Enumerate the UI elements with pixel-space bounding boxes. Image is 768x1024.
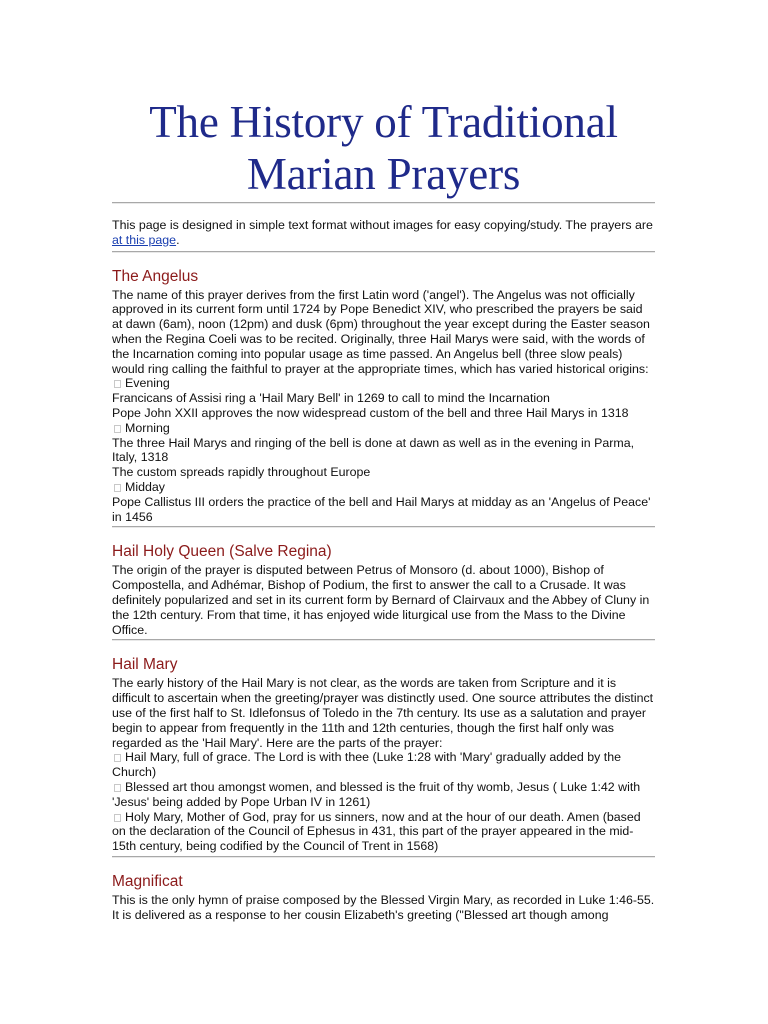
bullet-icon: [114, 425, 121, 433]
page-title: [112, 96, 655, 200]
section-salve-regina: [112, 543, 655, 637]
intro-paragraph: [112, 218, 655, 248]
section-divider: [112, 856, 655, 858]
prayers-page-link[interactable]: at this page: [112, 232, 177, 247]
angelus-evening-line-2: Pope John XXII approves the now widespread custom of the bell and three Hail Marys in 1318: [112, 405, 629, 420]
section-divider: [112, 639, 655, 641]
bullet-icon: [114, 380, 121, 388]
section-divider: [112, 526, 655, 528]
hail-mary-paragraph: The early history of the Hail Mary is not clear, as the words are taken from Scripture and it is difficult to ascertain when the greeting/prayer was distinctly used. One source attributes the distinct use of the first half to St. Idlefonsus of Toledo in the 7th century. Its use as a salutation and prayer begin to appear from frequently in the 11th and 12th centuries, though the first half only was regarded as the 'Hail Mary'. Here are the parts of the prayer:: [112, 676, 654, 750]
bullet-icon: [114, 814, 121, 822]
salve-paragraph: The origin of the prayer is disputed between Petrus of Monsoro (d. about 1000), Bishop of Compostella, and Adhémar, Bishop of Podium, the first to answer the call to a Crusade. It was definitely popularized and set in its current form by Bernard of Clairvaux and the Abbey of Cluny in the 12th century. From that time, it has enjoyed wide liturgical use from the Mass to the Divine Office.: [112, 563, 650, 637]
hail-mary-body: [112, 676, 655, 854]
bullet-icon: [114, 784, 121, 792]
angelus-paragraph: The name of this prayer derives from the first Latin word ('angel'). The Angelus was not officially approved in its current form until 1724 by Pope Benedict XIV, who prescribed the prayers be said at dawn (6am), noon (12pm) and dusk (6pm) throughout the year except during the Easter season when the Regina Coeli was to be recited. Originally, three Hail Marys were said, with the words of the Incarnation coming into popular usage as time passed. An Angelus bell (three slow peals) would ring calling the faithful to prayer at the appropriate times, which has varied historical origins:: [112, 287, 650, 376]
angelus-body: [112, 288, 655, 525]
hail-mary-part-1: Hail Mary, full of grace. The Lord is with thee (Luke 1:28 with 'Mary' gradually added by the Church): [112, 750, 622, 780]
intro-text-end: .: [176, 232, 180, 247]
section-angelus: [112, 268, 655, 525]
bullet-icon: [114, 754, 121, 762]
angelus-midday-label: Midday: [125, 479, 165, 494]
list-item: [112, 810, 655, 854]
title-line-2: Marian Prayers: [246, 149, 521, 199]
title-line-1: The History of Traditional: [149, 97, 618, 147]
bullet-icon: [114, 484, 121, 492]
angelus-evening-label: Evening: [125, 376, 170, 391]
section-hail-mary: [112, 656, 655, 854]
angelus-evening-line-1: Francicans of Assisi ring a 'Hail Mary Bell' in 1269 to call to mind the Incarnation: [112, 391, 550, 406]
list-item: [112, 421, 655, 436]
section-magnificat: [112, 873, 655, 923]
salve-body: [112, 563, 655, 637]
angelus-morning-label: Morning: [125, 420, 170, 435]
magnificat-paragraph: This is the only hymn of praise composed by the Blessed Virgin Mary, as recorded in Luke 1:46-55. It is delivered as a response to her cousin Elizabeth's greeting ("Blessed art though among: [112, 892, 655, 922]
magnificat-body: [112, 893, 655, 923]
document-page: [112, 0, 655, 924]
section-heading-hail-mary: Hail Mary: [112, 656, 178, 674]
section-heading-magnificat: Magnificat: [112, 872, 183, 890]
list-item: [112, 480, 655, 495]
list-item: [112, 750, 655, 780]
angelus-midday-line-1: Pope Callistus III orders the practice of the bell and Hail Marys at midday as an 'Angelus of Peace' in 1456: [112, 494, 651, 524]
section-heading-salve-regina: Hail Holy Queen (Salve Regina): [112, 543, 332, 561]
title-divider: [112, 202, 655, 204]
hail-mary-part-3: Holy Mary, Mother of God, pray for us sinners, now and at the hour of our death. Amen (based on the declaration of the Council of Ephesus in 431, this part of the prayer appeared in the mid-15th century, being codified by the Council of Trent in 1568): [112, 809, 641, 854]
intro-divider: [112, 251, 655, 253]
angelus-morning-line-2: The custom spreads rapidly throughout Europe: [112, 465, 371, 480]
intro-text: This page is designed in simple text format without images for easy copying/study. The prayers are: [112, 218, 653, 232]
section-heading-angelus: The Angelus: [112, 267, 199, 285]
angelus-morning-line-1: The three Hail Marys and ringing of the bell is done at dawn as well as in the evening in Parma, Italy, 1318: [112, 435, 635, 465]
list-item: [112, 376, 655, 391]
hail-mary-part-2: Blessed art thou amongst women, and blessed is the fruit of thy womb, Jesus ( Luke 1:42 with 'Jesus' being added by Pope Urban IV in 1261): [112, 779, 641, 809]
list-item: [112, 780, 655, 810]
